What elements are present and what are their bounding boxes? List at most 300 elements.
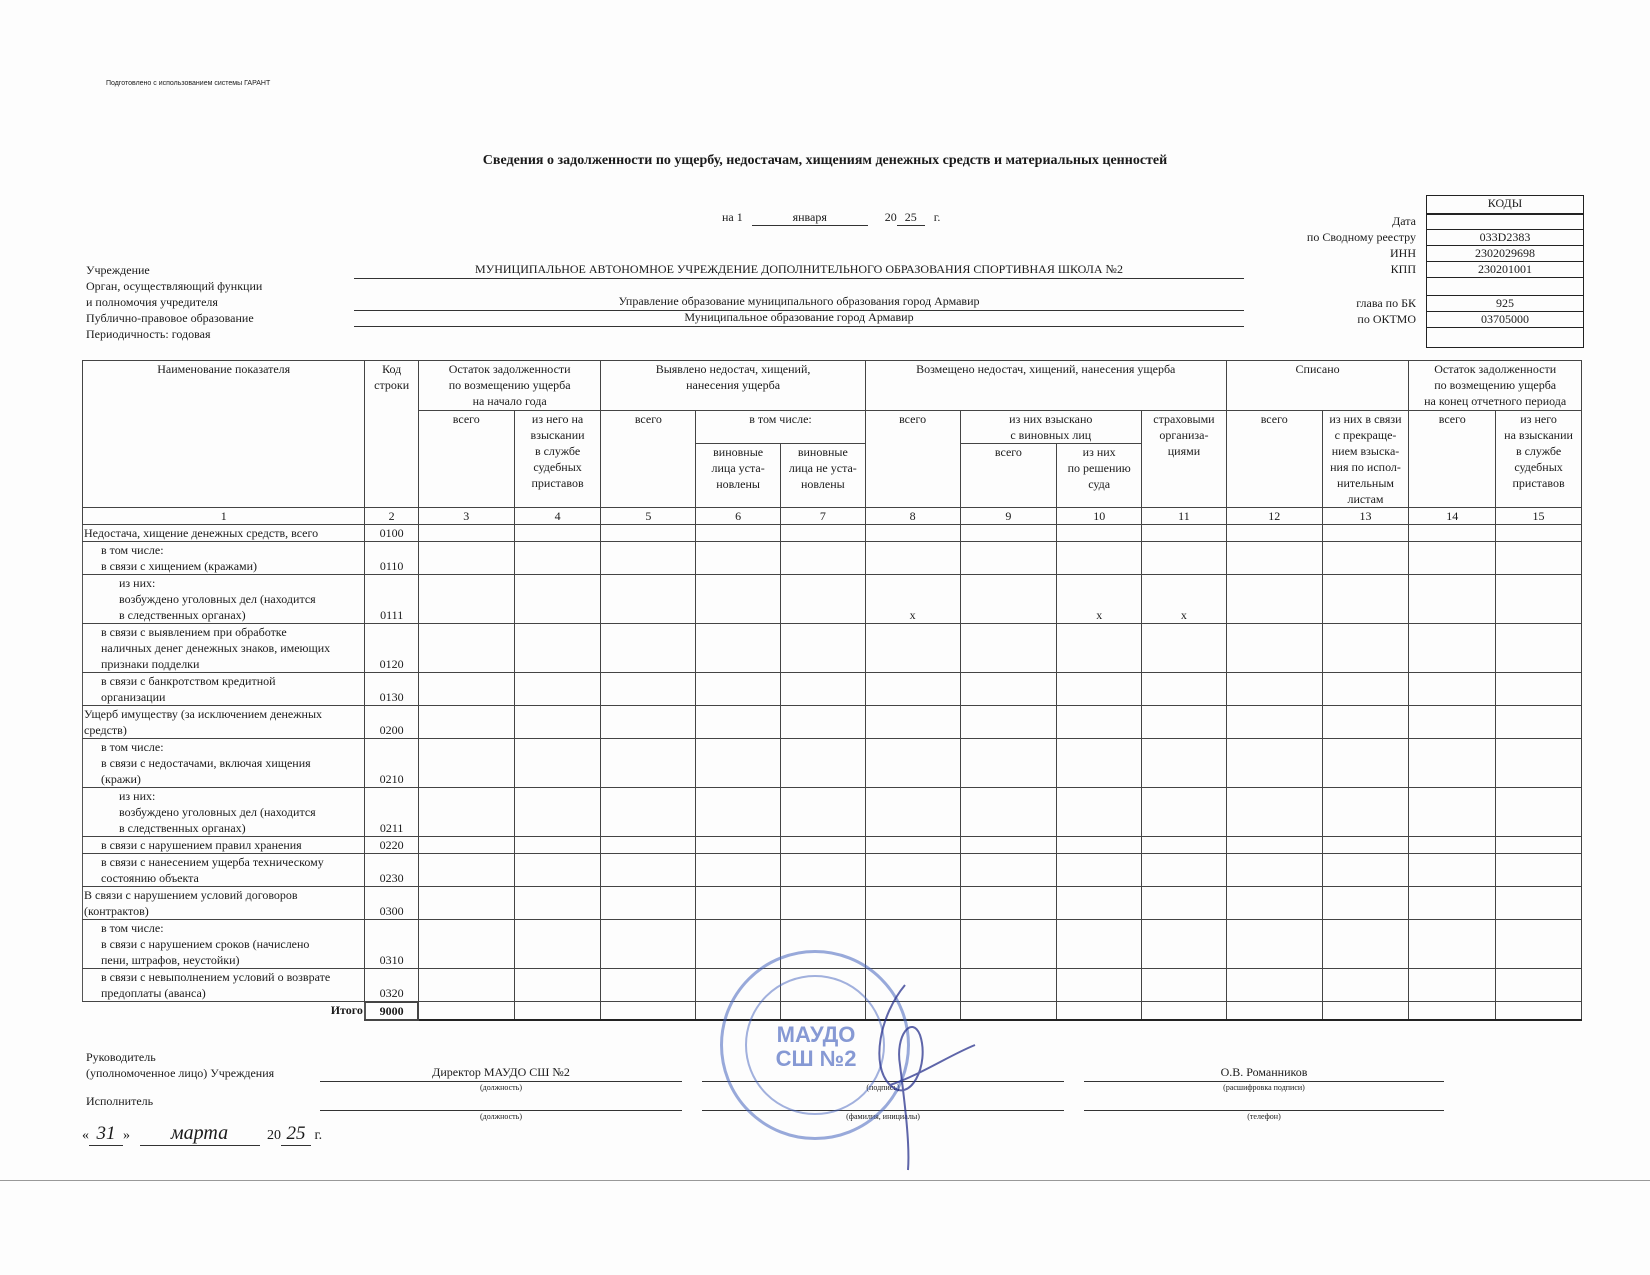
date-prefix: на 1 xyxy=(722,210,743,224)
label-kpp: КПП xyxy=(1390,262,1416,276)
value-cell xyxy=(865,525,960,542)
label-registry: по Сводному реестру xyxy=(1306,230,1416,244)
code-kpp: 230201001 xyxy=(1427,261,1583,277)
table-row xyxy=(83,624,1582,673)
value-cell xyxy=(1409,887,1496,920)
value-cell xyxy=(418,788,514,837)
value-cell: х xyxy=(865,575,960,624)
value-cell xyxy=(1142,969,1227,1002)
value-cell xyxy=(960,624,1057,673)
value-cell xyxy=(780,837,865,854)
value-cell xyxy=(1409,920,1496,969)
value-cell xyxy=(696,624,781,673)
value-cell xyxy=(1322,542,1409,575)
value-cell xyxy=(1057,673,1142,706)
value-cell xyxy=(960,673,1057,706)
th-found: Выявлено недостач, хищений, нанесения ущерба xyxy=(601,361,865,411)
value-cell xyxy=(1057,706,1142,739)
value-cell xyxy=(960,525,1057,542)
value-cell xyxy=(1226,739,1322,788)
value-cell xyxy=(960,920,1057,969)
th-termination: из них в связи с прекраще- нием взыска- ния по испол- нительным листам xyxy=(1322,411,1409,508)
cap-position-2: (должность) xyxy=(480,1112,522,1121)
row-name-line: в связи с нарушением сроков (начислено xyxy=(101,937,310,951)
value-cell xyxy=(1496,575,1582,624)
value-cell xyxy=(601,920,696,969)
form-title: Сведения о задолженности по ущербу, недостачам, хищениям денежных средств и материальных ценностей xyxy=(482,153,1168,168)
value-cell xyxy=(960,837,1057,854)
row-code: 0320 xyxy=(365,969,418,1002)
value-cell xyxy=(865,673,960,706)
periodicity: Периодичность: годовая xyxy=(86,327,211,341)
row-name xyxy=(83,854,365,887)
th-end: Остаток задолженности по возмещению ущерба на конец отчетного периода xyxy=(1409,361,1582,411)
value-cell xyxy=(601,837,696,854)
value-cell xyxy=(418,854,514,887)
codes-header: КОДЫ xyxy=(1487,196,1523,210)
signature-icon xyxy=(850,975,980,1175)
year-prefix: 20 xyxy=(884,210,897,224)
column-number: 11 xyxy=(1142,508,1227,525)
value-cell xyxy=(1496,887,1582,920)
debt-table xyxy=(82,360,1582,1021)
row-name-line: средств) xyxy=(84,723,127,737)
code-bk: 925 xyxy=(1427,295,1583,311)
value-cell xyxy=(1322,837,1409,854)
row-name xyxy=(83,706,365,739)
value-cell xyxy=(960,854,1057,887)
value-cell xyxy=(418,837,514,854)
value-cell xyxy=(865,706,960,739)
value-cell xyxy=(601,854,696,887)
value-cell xyxy=(1409,837,1496,854)
value-cell xyxy=(1226,706,1322,739)
value-cell xyxy=(1409,969,1496,1002)
codes-box xyxy=(1426,195,1584,348)
row-name-line: признаки подделки xyxy=(101,657,200,671)
value-cell xyxy=(780,706,865,739)
column-numbers-row xyxy=(83,508,1582,525)
th-start-total: всего xyxy=(418,411,514,508)
row-code: 0110 xyxy=(365,542,418,575)
value-cell: х xyxy=(1142,575,1227,624)
th-insurers: страховыми организа- циями xyxy=(1142,411,1227,508)
value-cell xyxy=(1142,706,1227,739)
row-name-line: в следственных органах) xyxy=(119,608,246,622)
value-cell xyxy=(418,739,514,788)
value-cell xyxy=(1057,624,1142,673)
th-found-incl: в том числе: xyxy=(696,411,865,444)
value-cell xyxy=(1496,837,1582,854)
value-cell xyxy=(1057,920,1142,969)
row-name xyxy=(83,920,365,969)
column-number: 14 xyxy=(1409,508,1496,525)
value-cell xyxy=(1409,706,1496,739)
head-label-1: Руководитель xyxy=(86,1050,156,1064)
value-cell xyxy=(960,739,1057,788)
value-cell xyxy=(696,788,781,837)
value-cell xyxy=(601,525,696,542)
exec-position-line xyxy=(320,1094,682,1111)
value-cell xyxy=(865,887,960,920)
founder-name: Управление образование муниципального образования город Армавир xyxy=(354,294,1244,311)
year-suffix: г. xyxy=(933,210,941,224)
row-name-line: Ущерб имуществу (за исключением денежных xyxy=(84,707,323,721)
th-guilty-known: виновные лица уста- новлены xyxy=(696,444,781,508)
row-code: 0220 xyxy=(365,837,418,854)
executor-label: Исполнитель xyxy=(86,1094,154,1108)
value-cell xyxy=(696,542,781,575)
column-number: 12 xyxy=(1226,508,1322,525)
value-cell xyxy=(1057,969,1142,1002)
row-name-line: в связи с невыполнением условий о возврате xyxy=(101,970,331,984)
th-end-total: всего xyxy=(1409,411,1496,508)
founder-label-2: и полномочия учредителя xyxy=(86,295,218,309)
value-cell xyxy=(1142,624,1227,673)
row-name xyxy=(83,887,365,920)
value-cell xyxy=(514,673,601,706)
row-name-line: в том числе: xyxy=(101,921,164,935)
row-name-line: в связи с хищением (кражами) xyxy=(101,559,258,573)
row-name xyxy=(83,542,365,575)
row-name-line: из них: xyxy=(119,789,156,803)
value-cell xyxy=(1142,673,1227,706)
row-code: 0100 xyxy=(365,525,418,542)
table-row xyxy=(83,525,1582,542)
table-row xyxy=(83,673,1582,706)
value-cell xyxy=(1322,525,1409,542)
row-name xyxy=(83,525,365,542)
value-cell xyxy=(1142,525,1227,542)
column-number: 2 xyxy=(365,508,418,525)
value-cell xyxy=(1322,673,1409,706)
th-reimbursed: Возмещено недостач, хищений, нанесения ущерба xyxy=(865,361,1226,411)
value-cell xyxy=(1226,837,1322,854)
value-cell xyxy=(1409,788,1496,837)
value-cell xyxy=(1226,887,1322,920)
value-cell xyxy=(1322,887,1409,920)
head-position: Директор МАУДО СШ №2 xyxy=(320,1065,682,1082)
table-row xyxy=(83,837,1582,854)
th-found-total: всего xyxy=(601,411,696,508)
total-cell xyxy=(1322,1002,1409,1020)
cap-decoding: (расшифровка подписи) xyxy=(1223,1083,1305,1092)
date-year: 25 xyxy=(897,210,925,226)
value-cell xyxy=(418,624,514,673)
value-cell xyxy=(514,788,601,837)
value-cell xyxy=(865,624,960,673)
report-date xyxy=(722,210,940,226)
row-name-line: в связи с выявлением при обработке xyxy=(101,625,287,639)
column-number: 5 xyxy=(601,508,696,525)
column-number: 10 xyxy=(1057,508,1142,525)
value-cell xyxy=(1496,673,1582,706)
th-wo-total: всего xyxy=(1226,411,1322,508)
value-cell xyxy=(865,854,960,887)
institution-name: МУНИЦИПАЛЬНОЕ АВТОНОМНОЕ УЧРЕЖДЕНИЕ ДОПОЛНИТЕЛЬНОГО ОБРАЗОВАНИЯ СПОРТИВНАЯ ШКОЛА №2 xyxy=(354,262,1244,279)
total-cell xyxy=(418,1002,514,1020)
row-name-line: предоплаты (аванса) xyxy=(101,986,206,1000)
column-number: 4 xyxy=(514,508,601,525)
value-cell xyxy=(696,673,781,706)
public-label: Публично-правовое образование xyxy=(86,311,254,325)
head-labels xyxy=(86,1049,274,1081)
label-oktmo: по ОКТМО xyxy=(1357,312,1416,326)
value-cell xyxy=(1322,788,1409,837)
column-number: 7 xyxy=(780,508,865,525)
value-cell xyxy=(601,739,696,788)
value-cell xyxy=(960,788,1057,837)
row-name-line: (кражи) xyxy=(101,772,141,786)
row-name-line: пени, штрафов, неустойки) xyxy=(101,953,240,967)
value-cell xyxy=(1226,542,1322,575)
value-cell xyxy=(1226,525,1322,542)
value-cell xyxy=(601,788,696,837)
value-cell xyxy=(1496,706,1582,739)
head-label-2: (уполномоченное лицо) Учреждения xyxy=(86,1066,275,1080)
value-cell xyxy=(1322,920,1409,969)
value-cell xyxy=(865,739,960,788)
value-cell xyxy=(514,887,601,920)
row-name-line: в связи с недостачами, включая хищения xyxy=(101,756,311,770)
total-cell xyxy=(1496,1002,1582,1020)
row-name-line: из них: xyxy=(119,576,156,590)
cap-position: (должность) xyxy=(480,1083,522,1092)
code-labels xyxy=(1230,213,1416,327)
value-cell xyxy=(1322,854,1409,887)
value-cell xyxy=(1226,920,1322,969)
row-name xyxy=(83,575,365,624)
row-code: 0310 xyxy=(365,920,418,969)
value-cell xyxy=(418,920,514,969)
value-cell xyxy=(1057,837,1142,854)
value-cell xyxy=(865,920,960,969)
column-number: 3 xyxy=(418,508,514,525)
value-cell xyxy=(1322,739,1409,788)
table-body xyxy=(83,525,1582,1020)
value-cell xyxy=(1226,788,1322,837)
value-cell xyxy=(1496,525,1582,542)
value-cell xyxy=(780,887,865,920)
sign-day: 31 xyxy=(89,1123,123,1146)
total-cell xyxy=(1409,1002,1496,1020)
column-number: 15 xyxy=(1496,508,1582,525)
value-cell xyxy=(1226,854,1322,887)
cap-fio: (фамилия, инициалы) xyxy=(846,1112,920,1121)
row-code: 0130 xyxy=(365,673,418,706)
value-cell xyxy=(865,542,960,575)
value-cell xyxy=(1496,920,1582,969)
value-cell xyxy=(601,706,696,739)
sign-suffix: г. xyxy=(314,1128,323,1143)
value-cell xyxy=(696,837,781,854)
value-cell xyxy=(514,624,601,673)
value-cell xyxy=(1057,788,1142,837)
row-code: 0210 xyxy=(365,739,418,788)
total-cell xyxy=(1226,1002,1322,1020)
code-oktmo: 03705000 xyxy=(1427,311,1583,327)
stamp-text: МАУДО СШ №2 xyxy=(775,1022,857,1071)
value-cell xyxy=(601,575,696,624)
value-cell xyxy=(1226,969,1322,1002)
column-number: 9 xyxy=(960,508,1057,525)
date-close: » xyxy=(123,1128,130,1143)
total-cell xyxy=(1057,1002,1142,1020)
value-cell xyxy=(418,969,514,1002)
value-cell xyxy=(780,525,865,542)
value-cell xyxy=(960,887,1057,920)
value-cell xyxy=(865,788,960,837)
row-name-line: в том числе: xyxy=(101,740,164,754)
value-cell xyxy=(696,575,781,624)
value-cell xyxy=(1057,525,1142,542)
row-name-line: возбуждено уголовных дел (находится xyxy=(119,592,316,606)
org-labels xyxy=(86,262,262,342)
value-cell xyxy=(514,837,601,854)
table-row xyxy=(83,788,1582,837)
value-cell xyxy=(1226,575,1322,624)
th-start: Остаток задолженности по возмещению ущерба на начало года xyxy=(418,361,601,411)
founder-label-1: Орган, осуществляющий функции xyxy=(86,279,263,293)
total-cell xyxy=(1142,1002,1227,1020)
row-name-line: организации xyxy=(101,690,166,704)
head-name: О.В. Романников xyxy=(1084,1065,1444,1082)
value-cell xyxy=(1057,542,1142,575)
sign-year: 25 xyxy=(281,1123,311,1146)
value-cell xyxy=(601,673,696,706)
code-empty-last xyxy=(1427,327,1583,347)
value-cell xyxy=(1142,739,1227,788)
row-code: 0120 xyxy=(365,624,418,673)
value-cell xyxy=(780,788,865,837)
value-cell xyxy=(1409,739,1496,788)
table-row xyxy=(83,706,1582,739)
value-cell xyxy=(1409,673,1496,706)
value-cell xyxy=(1409,624,1496,673)
value-cell xyxy=(1322,575,1409,624)
total-code: 9000 xyxy=(365,1002,418,1020)
row-code: 0111 xyxy=(365,575,418,624)
value-cell xyxy=(1142,854,1227,887)
value-cell xyxy=(418,542,514,575)
value-cell xyxy=(418,575,514,624)
sign-year-prefix: 20 xyxy=(267,1128,281,1143)
value-cell xyxy=(1142,788,1227,837)
value-cell xyxy=(696,887,781,920)
th-code: Код строки xyxy=(365,361,418,508)
column-number: 8 xyxy=(865,508,960,525)
column-number: 6 xyxy=(696,508,781,525)
sign-date xyxy=(82,1122,322,1146)
value-cell xyxy=(780,854,865,887)
row-name-line: Недостача, хищение денежных средств, всего xyxy=(84,526,319,540)
th-written-off: Списано xyxy=(1226,361,1409,411)
value-cell xyxy=(1496,854,1582,887)
value-cell xyxy=(514,706,601,739)
value-cell xyxy=(514,575,601,624)
label-date: Дата xyxy=(1392,214,1416,228)
value-cell xyxy=(514,920,601,969)
value-cell xyxy=(514,525,601,542)
value-cell xyxy=(696,706,781,739)
table-row xyxy=(83,542,1582,575)
value-cell xyxy=(1226,624,1322,673)
value-cell xyxy=(780,673,865,706)
th-court: из них по решению суда xyxy=(1057,444,1142,508)
value-cell xyxy=(601,624,696,673)
th-end-bailiffs: из него на взыскании в службе судебных приставов xyxy=(1496,411,1582,508)
value-cell xyxy=(1496,969,1582,1002)
total-cell xyxy=(514,1002,601,1020)
total-label: Итого xyxy=(330,1003,363,1017)
value-cell xyxy=(1322,969,1409,1002)
value-cell xyxy=(1322,706,1409,739)
value-cell xyxy=(1142,542,1227,575)
row-name-line: в связи с банкротством кредитной xyxy=(101,674,276,688)
value-cell xyxy=(780,624,865,673)
row-code: 0230 xyxy=(365,854,418,887)
value-cell xyxy=(1496,624,1582,673)
value-cell xyxy=(418,673,514,706)
table-row xyxy=(83,575,1582,624)
value-cell xyxy=(1409,525,1496,542)
code-inn: 2302029698 xyxy=(1427,245,1583,261)
th-start-bailiffs: из него на взыскании в службе судебных приставов xyxy=(514,411,601,508)
cap-phone: (телефон) xyxy=(1247,1112,1281,1121)
table-row xyxy=(83,854,1582,887)
row-name-line: состоянию объекта xyxy=(101,871,199,885)
code-date xyxy=(1427,213,1583,229)
label-inn: ИНН xyxy=(1390,246,1416,260)
label-bk: глава по БК xyxy=(1356,296,1416,310)
table-row xyxy=(83,739,1582,788)
cap-signature: (подпись) xyxy=(866,1083,900,1092)
value-cell xyxy=(1057,887,1142,920)
value-cell xyxy=(418,887,514,920)
code-registry: 033D2383 xyxy=(1427,229,1583,245)
value-cell xyxy=(601,887,696,920)
row-name-line: в том числе: xyxy=(101,543,164,557)
th-guilty-total: всего xyxy=(960,444,1057,508)
th-name: Наименование показателя xyxy=(83,361,365,508)
value-cell xyxy=(601,542,696,575)
value-cell xyxy=(780,542,865,575)
table-row xyxy=(83,887,1582,920)
value-cell xyxy=(514,542,601,575)
value-cell: х xyxy=(1057,575,1142,624)
value-cell xyxy=(1142,887,1227,920)
value-cell xyxy=(514,739,601,788)
value-cell xyxy=(1057,739,1142,788)
value-cell xyxy=(780,739,865,788)
value-cell xyxy=(1496,788,1582,837)
row-name xyxy=(83,624,365,673)
value-cell xyxy=(1142,837,1227,854)
exec-phone-line xyxy=(1084,1094,1444,1111)
value-cell xyxy=(865,837,960,854)
total-cell xyxy=(601,1002,696,1020)
value-cell xyxy=(1496,542,1582,575)
value-cell xyxy=(1496,739,1582,788)
th-reimb-total: всего xyxy=(865,411,960,508)
row-name xyxy=(83,739,365,788)
value-cell xyxy=(418,525,514,542)
value-cell xyxy=(960,706,1057,739)
scan-edge xyxy=(0,1180,1650,1181)
value-cell xyxy=(1322,624,1409,673)
date-open: « xyxy=(82,1128,89,1143)
column-number: 13 xyxy=(1322,508,1409,525)
